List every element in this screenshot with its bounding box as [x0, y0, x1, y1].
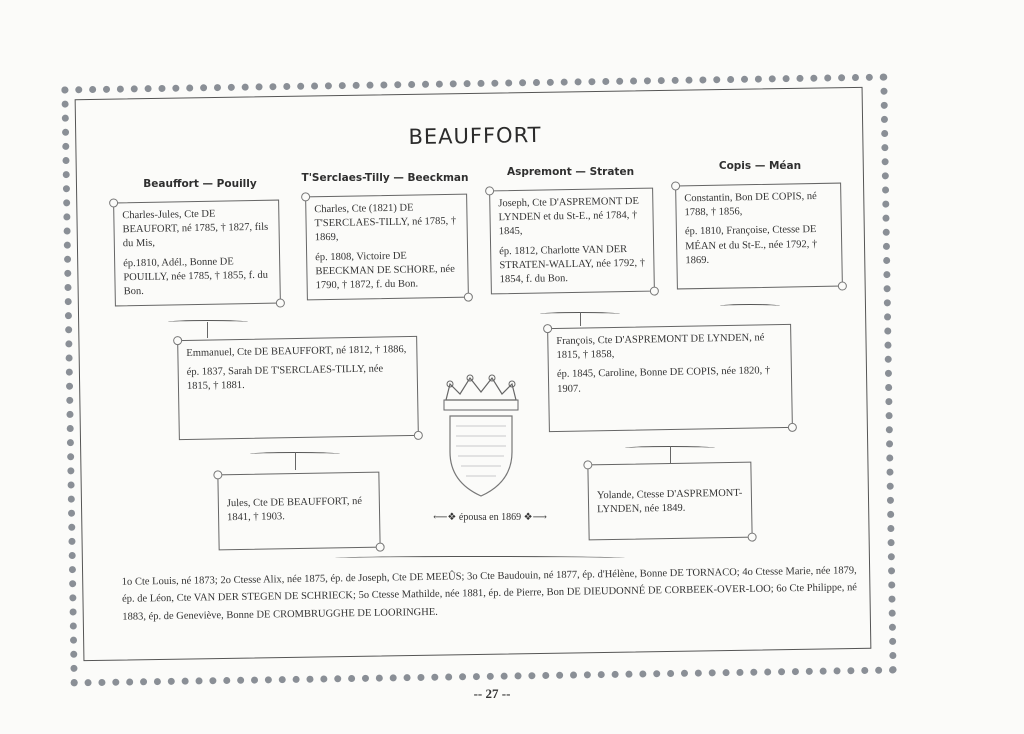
yolande-birth: Yolande, Ctesse D'ASPREMONT-LYNDEN, née 1849. — [596, 487, 743, 516]
marriage-note-text: épousa en 1869 — [458, 512, 522, 523]
connector-swash-far-right — [720, 304, 780, 308]
connector-line-left — [207, 322, 208, 338]
constantin-birth: Constantin, Bon DE COPIS, né 1788, † 1856, — [684, 190, 817, 219]
page-number: -- 27 -- — [473, 686, 511, 701]
box-joseph-aspremont — [489, 188, 655, 295]
box-constantin-copis — [675, 183, 843, 290]
children-list: 1o Cte Louis, né 1873; 2o Ctesse Alix, née 1875, ép. de Joseph, Cte DE MEEÛS; 3o Cte Baudouin, né 1877, ép. d'Hélène, Bonne DE TORNACO; 4o Ctesse Marie, née 1879, ép. de Léon, Cte VAN DER STEGEN DE SCHRIECK; 5o Ctesse Mathilde, née 1881, ép. de Pierre, Bon DE DIEUDONNÉ DE CORBEEK-OVER-LOO; 6o Cte Philippe, né 1883, ép. de Geneviève, Bonne DE CROMBRUGGHE DE LOORINGHE. — [121, 565, 858, 623]
emmanuel-marriage: ép. 1837, Sarah DE T'SERCLAES-TILLY, née 1815, † 1881. — [186, 363, 384, 393]
box-charles-tserclaes — [305, 194, 469, 301]
francois-birth: François, Cte D'ASPREMONT DE LYNDEN, né 1815, † 1858, — [556, 332, 765, 362]
connector-line-right — [580, 312, 581, 326]
emmanuel-birth: Emmanuel, Cte DE BEAUFFORT, né 1812, † 1886, — [186, 344, 407, 359]
charles-jules-marriage: ép.1810, Adél., Bonne DE POUILLY, née 1785, † 1855, f. du Bon. — [123, 255, 269, 298]
box-yolande-aspremont — [587, 462, 752, 541]
coat-of-arms-crest-icon — [436, 372, 526, 502]
box-charles-jules — [113, 200, 281, 307]
connector-swash-left — [168, 320, 248, 324]
connector-line-yolande — [670, 446, 671, 464]
box-emmanuel-beauffort — [177, 336, 419, 440]
charles-jules-birth: Charles-Jules, Cte DE BEAUFORT, né 1785, † 1827, fils du Mis, — [122, 208, 269, 250]
branch-heading-beauffort-pouilly: Beauffort — Pouilly — [143, 178, 257, 190]
divider-swash-bottom — [335, 556, 625, 560]
connector-line-jules — [295, 452, 296, 470]
marriage-note — [420, 512, 560, 523]
page-title: BEAUFFORT — [408, 122, 542, 150]
ornament-right-icon: ❖⟶ — [523, 512, 547, 523]
charles-marriage: ép. 1808, Victoire DE BEECKMAN DE SCHORE, née 1790, † 1872, f. du Bon. — [315, 250, 455, 292]
francois-marriage: ép. 1845, Caroline, Bonne DE COPIS, née 1820, † 1907. — [556, 365, 771, 395]
ornament-left-icon: ⟵❖ — [433, 512, 457, 523]
branch-heading-copis-mean: Copis — Méan — [718, 160, 802, 172]
charles-birth: Charles, Cte (1821) DE T'SERCLAES-TILLY, né 1785, † 1869, — [314, 202, 457, 244]
joseph-birth: Joseph, Cte D'ASPREMONT DE LYNDEN et du St-E., né 1784, † 1845, — [498, 195, 639, 238]
box-francois-aspremont — [547, 324, 793, 432]
branch-heading-tserclaes-beeckman: T'Serclaes-Tilly — Beeckman — [301, 172, 469, 184]
constantin-marriage: ép. 1810, Françoise, Ctesse DE MÉAN et du St-E., née 1792, † 1869. — [684, 224, 818, 266]
box-jules-beauffort — [217, 472, 380, 551]
jules-birth: Jules, Cte DE BEAUFFORT, né 1841, † 1903. — [226, 495, 363, 524]
joseph-marriage: ép. 1812, Charlotte VAN DER STRATEN-WALLAY, née 1792, † 1854, f. du Bon. — [499, 243, 646, 286]
branch-heading-aspremont-straten: Aspremont — Straten — [506, 166, 635, 178]
